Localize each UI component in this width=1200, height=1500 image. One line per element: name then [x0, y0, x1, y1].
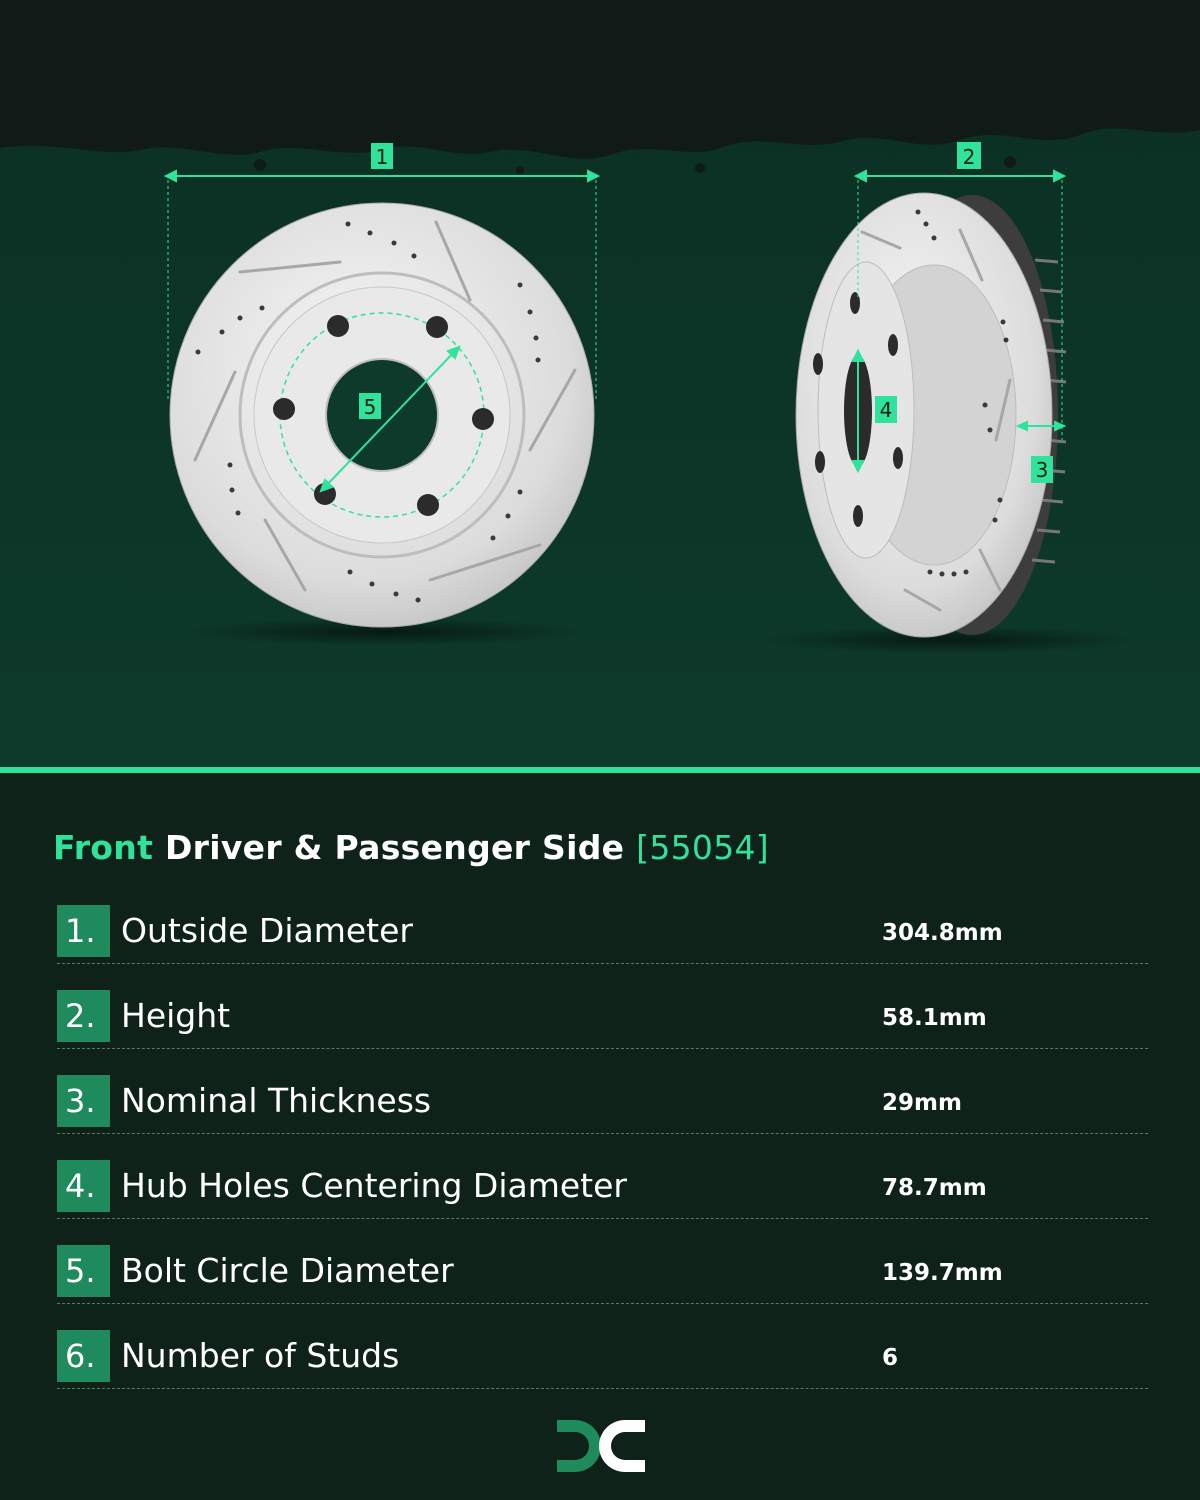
dim-tag-2: 2 — [962, 145, 976, 169]
spec-number: 2. — [57, 990, 110, 1042]
spec-number: 6. — [57, 1330, 110, 1382]
dim-tag-3: 3 — [1035, 458, 1049, 482]
spec-label: Hub Holes Centering Diameter — [121, 1166, 627, 1205]
spec-label: Height — [121, 996, 231, 1035]
row-divider — [57, 1218, 1148, 1219]
spec-heading — [53, 828, 769, 867]
spec-number: 1. — [57, 905, 110, 957]
row-divider — [57, 963, 1148, 964]
grunge-band — [0, 0, 1200, 159]
spec-row-number-of-studs — [57, 1330, 1148, 1408]
spec-label: Bolt Circle Diameter — [121, 1251, 454, 1290]
spec-row-hub-hole-diameter — [57, 1160, 1148, 1238]
spec-label: Outside Diameter — [121, 911, 413, 950]
dim-tag-1: 1 — [375, 145, 389, 169]
spec-row-bolt-circle — [57, 1245, 1148, 1323]
row-divider — [57, 1388, 1148, 1389]
dim-tag-5: 5 — [363, 395, 377, 419]
spec-value: 78.7mm — [882, 1175, 987, 1201]
spec-value: 29mm — [882, 1090, 962, 1116]
heading-side: Driver & Passenger Side — [164, 828, 625, 867]
spec-row-nominal-thickness — [57, 1075, 1148, 1153]
row-divider — [57, 1303, 1148, 1304]
spec-value: 304.8mm — [882, 920, 1003, 946]
row-divider — [57, 1048, 1148, 1049]
row-divider — [57, 1133, 1148, 1134]
spec-value: 139.7mm — [882, 1260, 1003, 1286]
dc-logo-icon — [553, 1414, 649, 1478]
spec-row-height — [57, 990, 1148, 1068]
spec-label: Nominal Thickness — [121, 1081, 432, 1120]
dim-tag-4: 4 — [879, 398, 893, 422]
spec-value: 6 — [882, 1345, 899, 1371]
spec-number: 4. — [57, 1160, 110, 1212]
spec-row-outside-diameter — [57, 905, 1148, 983]
heading-part-number: [55054] — [636, 828, 769, 867]
spec-label: Number of Studs — [121, 1336, 400, 1375]
spec-number: 3. — [57, 1075, 110, 1127]
spec-value: 58.1mm — [882, 1005, 987, 1031]
heading-position: Front — [53, 828, 154, 867]
spec-number: 5. — [57, 1245, 110, 1297]
